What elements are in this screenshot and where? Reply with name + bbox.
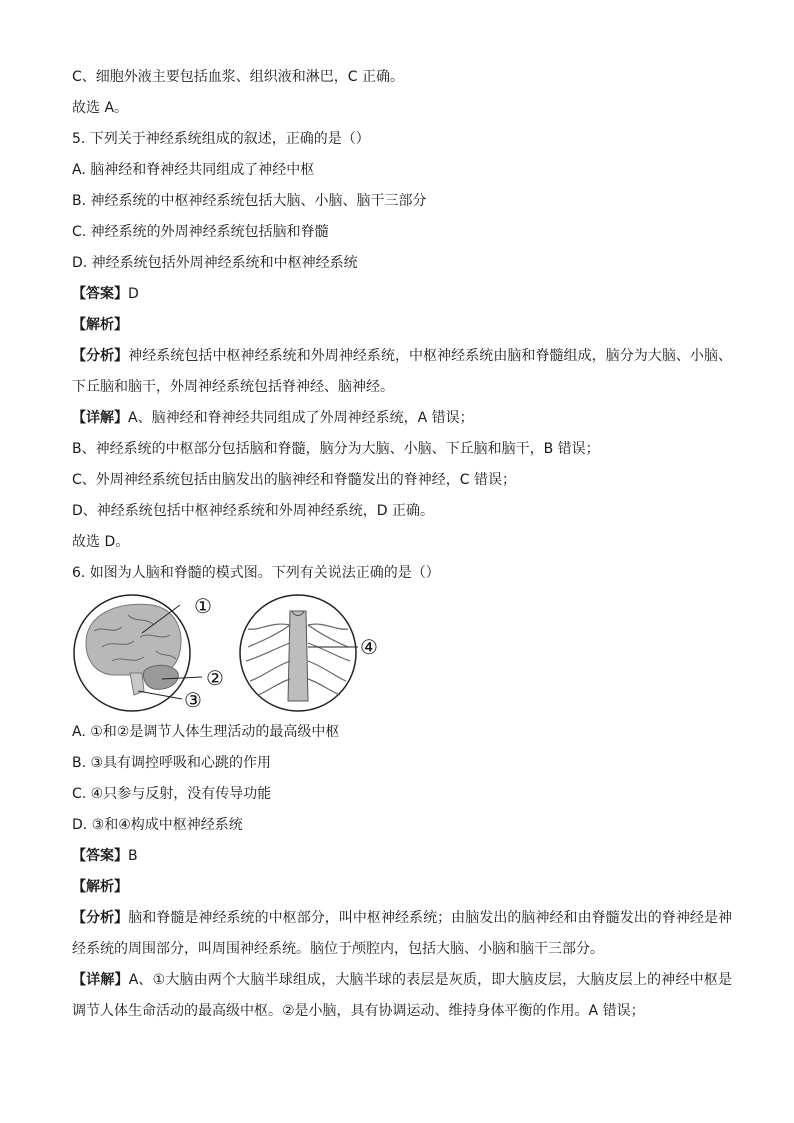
document-page (72, 62, 732, 1027)
q6-fenxi (72, 903, 732, 965)
q6-option-a: A. ①和②是调节人体生理活动的最高级中枢 (72, 724, 340, 740)
xiangjie-text: A、①大脑由两个大脑半球组成，大脑半球的表层是灰质，即大脑皮层，大脑皮层上的神经中枢是调节人体生命活动的最高级中枢。②是小脑，具有协调运动、维持身体平衡的作用。A 错误； (72, 972, 732, 1019)
label-1: ① (194, 594, 212, 618)
q6-stem: 6. 如图为人脑和脊髓的模式图。下列有关说法正确的是（） (72, 565, 440, 581)
q5-option-c: C. 神经系统的外周神经系统包括脑和脊髓 (72, 224, 329, 240)
answer-value: D (128, 286, 139, 302)
q6-option-d: D. ③和④构成中枢神经系统 (72, 817, 243, 833)
answer-tag: 【答案】 (72, 286, 128, 302)
xiangjie-tag: 【详解】 (72, 972, 129, 988)
q5-option-d: D. 神经系统包括外周神经系统和中枢神经系统 (72, 255, 358, 271)
q5-xiangjie-d: D、神经系统包括中枢神经系统和外周神经系统，D 正确。 (72, 503, 435, 519)
q6-option-c: C. ④只参与反射，没有传导功能 (72, 786, 272, 802)
label-2: ② (206, 666, 224, 690)
q6-analysis-tag: 【解析】 (72, 879, 128, 895)
q5-conclusion: 故选 D。 (72, 534, 130, 550)
spinal-cord-shape (288, 611, 308, 701)
fenxi-text: 神经系统包括中枢神经系统和外周神经系统，中枢神经系统由脑和脊髓组成，脑分为大脑、小脑、下丘脑和脑干，外周神经系统包括脊神经、脑神经。 (72, 348, 733, 395)
q6-xiangjie-a (72, 965, 732, 1027)
q5-xiangjie-a (72, 403, 732, 434)
q5-analysis-tag: 【解析】 (72, 317, 128, 333)
xiangjie-tag: 【详解】 (72, 410, 128, 426)
answer-tag: 【答案】 (72, 848, 128, 864)
answer-value: B (128, 848, 138, 864)
fenxi-tag: 【分析】 (72, 348, 129, 364)
q5-option-b: B. 神经系统的中枢神经系统包括大脑、小脑、脑干三部分 (72, 193, 427, 209)
q5-answer (72, 279, 732, 310)
q5-option-a: A. 脑神经和脊神经共同组成了神经中枢 (72, 162, 315, 178)
q4-conclusion: 故选 A。 (72, 100, 129, 116)
q5-xiangjie-c: C、外周神经系统包括由脑发出的脑神经和脊髓发出的脊神经，C 错误； (72, 472, 516, 488)
q5-stem: 5. 下列关于神经系统组成的叙述，正确的是（） (72, 131, 370, 147)
brain-spinal-cord-diagram (72, 591, 402, 715)
spinal-cord-panel (240, 595, 358, 711)
q5-fenxi (72, 341, 732, 403)
q6-option-b: B. ③具有调控呼吸和心跳的作用 (72, 755, 272, 771)
q4-option-c-explanation: C、细胞外液主要包括血浆、组织液和淋巴，C 正确。 (72, 69, 404, 85)
fenxi-tag: 【分析】 (72, 910, 129, 926)
label-3: ③ (184, 688, 202, 712)
xiangjie-text: A、脑神经和脊神经共同组成了外周神经系统，A 错误； (128, 410, 474, 426)
q6-answer (72, 841, 732, 872)
fenxi-text: 脑和脊髓是神经系统的中枢部分，叫中枢神经系统；由脑发出的脑神经和由脊髓发出的脊神经是神经系统的周围部分，叫周围神经系统。脑位于颅腔内，包括大脑、小脑和脑干三部分。 (72, 910, 733, 957)
label-4: ④ (360, 635, 378, 659)
brain-spinal-cord-figure (72, 591, 732, 715)
q5-xiangjie-b: B、神经系统的中枢部分包括脑和脊髓，脑分为大脑、小脑、下丘脑和脑干，B 错误； (72, 441, 600, 457)
brain-panel (74, 595, 202, 711)
